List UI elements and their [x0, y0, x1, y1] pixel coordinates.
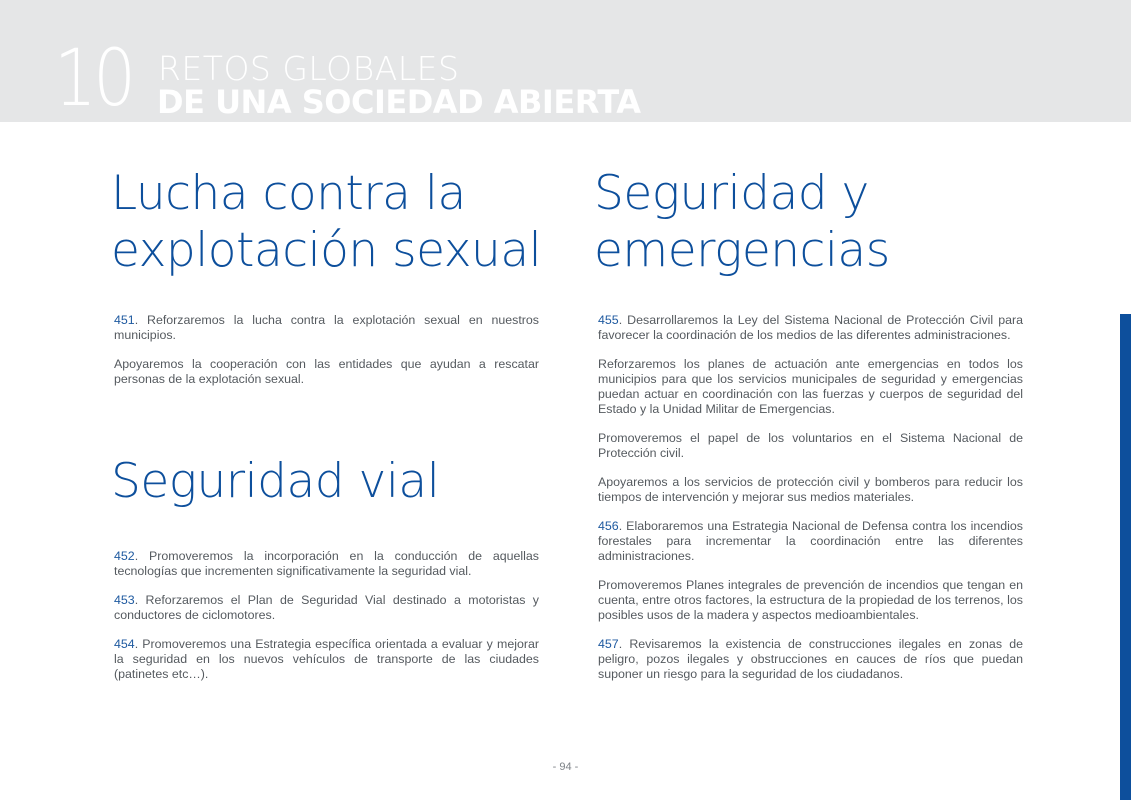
paragraph-451 [114, 313, 539, 343]
paragraph-text: . Reforzaremos la lucha contra la explotación sexual en nuestros municipios. [114, 313, 539, 342]
paragraph: Apoyaremos a los servicios de protección civil y bomberos para reducir los tiempos de intervención y mejorar sus medios materiales. [598, 475, 1023, 504]
measure-number: 453 [114, 593, 135, 608]
measure-number: 457 [598, 637, 619, 652]
paragraph-text: . Revisaremos la existencia de construcciones ilegales en zonas de peligro, pozos ilegales y obstrucciones en cauces de ríos que puedan suponer un riesgo para la seguridad de los ciudadanos. [598, 637, 1023, 681]
section-body-seguridad-vial [114, 549, 539, 682]
paragraph: Apoyaremos la cooperación con las entidades que ayudan a rescatar personas de la explotación sexual. [114, 357, 539, 386]
chapter-header [0, 0, 1131, 122]
paragraph-453 [114, 593, 539, 623]
paragraph-text: . Reforzaremos el Plan de Seguridad Vial destinado a motoristas y conductores de ciclomotores. [114, 593, 539, 622]
section-title-line: emergencias [594, 223, 890, 278]
section-title-line: Seguridad vial [111, 454, 440, 509]
chapter-title-line1: RETOS GLOBALES [158, 49, 460, 88]
section-title-line: Lucha contra la [111, 166, 466, 221]
measure-number: 456 [598, 519, 619, 534]
measure-number: 454 [114, 637, 135, 652]
page-number: - 94 - [552, 761, 579, 773]
paragraph: Promoveremos el papel de los voluntarios en el Sistema Nacional de Protección civil. [598, 430, 1023, 460]
paragraph-text: . Elaboraremos una Estrategia Nacional de Defensa contra los incendios forestales para incrementar la coordinación entre las diferentes administraciones. [598, 519, 1023, 563]
section-title-seguridad-vial [111, 453, 439, 510]
section-title-line: Seguridad y [594, 166, 869, 221]
chapter-title-line2: DE UNA SOCIEDAD ABIERTA [157, 83, 641, 121]
paragraph: Reforzaremos los planes de actuación ante emergencias en todos los municipios para que los servicios municipales de seguridad y emergencias puedan actuar en coordinación con las fuerzas y cuerpos de seguridad del Estado y la Unidad Militar de Emergencias. [598, 357, 1023, 416]
section-title-explotacion [111, 165, 541, 279]
section-title-line: explotación sexual [111, 223, 542, 278]
measure-number: 452 [114, 549, 135, 563]
section-body-seguridad-emergencias [598, 313, 1023, 682]
paragraph-457 [598, 637, 1023, 681]
paragraph: Promoveremos Planes integrales de prevención de incendios que tengan en cuenta, entre otros factores, la estructura de la propiedad de los terrenos, los posibles usos de la madera y aspectos medioambientales. [598, 578, 1023, 622]
measure-number: 455 [598, 313, 619, 327]
paragraph-452 [114, 549, 539, 579]
paragraph-454 [114, 637, 539, 681]
paragraph-text: . Promoveremos la incorporación en la conducción de aquellas tecnologías que incrementen significativamente la seguridad vial. [114, 549, 539, 578]
paragraph-text: . Desarrollaremos la Ley del Sistema Nacional de Protección Civil para favorecer la coordinación de los medios de las diferentes administraciones. [598, 313, 1023, 342]
section-body-explotacion [114, 313, 539, 387]
paragraph-text: . Promoveremos una Estrategia específica orientada a evaluar y mejorar la seguridad en los nuevos vehículos de transporte de las ciudades (patinetes etc…). [114, 637, 539, 681]
section-title-seguridad-emergencias [594, 165, 890, 279]
paragraph-456 [598, 519, 1023, 563]
measure-number: 451 [114, 313, 135, 327]
paragraph-455 [598, 313, 1023, 343]
side-accent-bar [1120, 314, 1131, 800]
chapter-number: 10 [54, 34, 133, 124]
